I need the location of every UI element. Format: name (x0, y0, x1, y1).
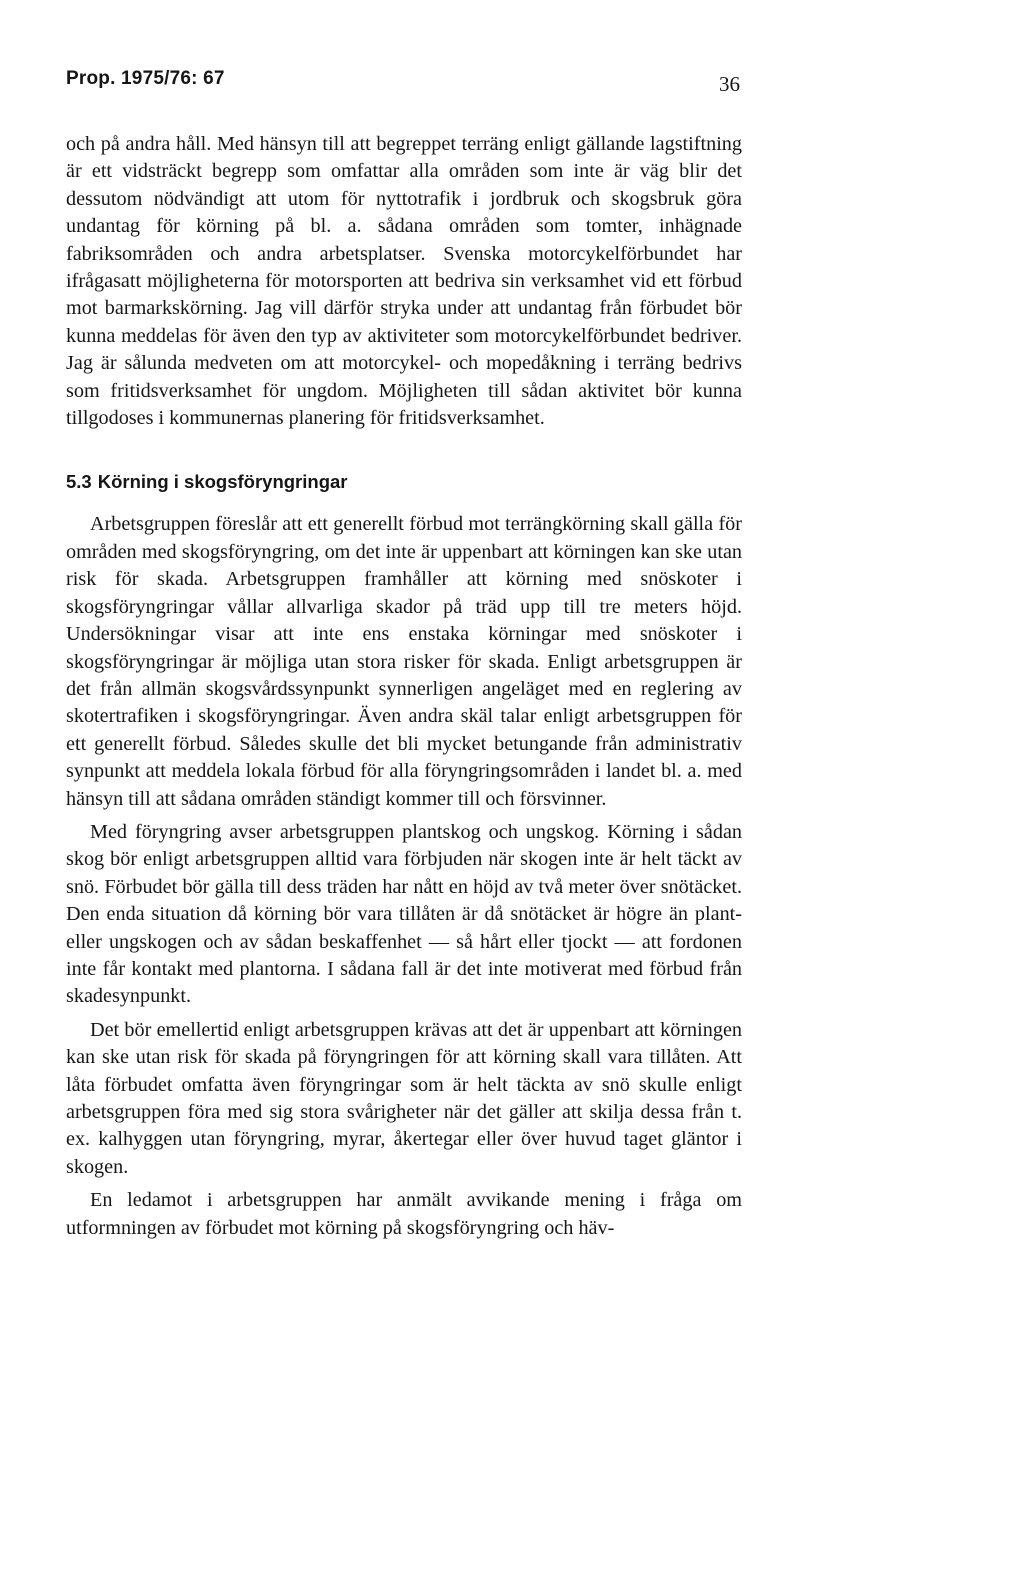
section-number: 5.3 (66, 471, 92, 493)
paragraph-4: Det bör emellertid enligt arbetsgruppen krävas att det är uppenbart att körningen kan ske utan risk för skada på föryngringen för att körning skall vara tillåten. Att låta förbudet omfatta även föryngringar som är helt täckta av snö skulle enligt arbetsgruppen föra med sig stora svårigheter när det gäller att skilja dessa från t. ex. kalhyggen utan föryngring, myrar, åkertegar eller över huvud taget gläntor i skogen. (66, 1018, 742, 1178)
paragraph-2: Arbetsgruppen föreslår att ett generellt förbud mot terrängkörning skall gälla för områden med skogsföryngring, om det inte är uppenbart att körningen kan ske utan risk för skada. Arbetsgruppen framhåller att körning med snöskoter i skogsföryngringar vållar allvarliga skador på träd upp till tre meters höjd. Undersökningar visar att inte ens enstaka körningar med snöskoter i skogsföryngringar är möjliga utan stora risker för skada. Enligt arbetsgruppen är det från allmän skogsvårdssynpunkt synnerligen angeläget med en reglering av skotertrafiken i skogsföryngringar. Även andra skäl talar enligt arbetsgruppen för ett generellt förbud. Således skulle det bli mycket betungande från administrativ synpunkt att meddela lokala förbud för alla föryngringsområden i landet bl. a. med hänsyn till att sådana områden ständigt kommer till och försvinner. (66, 513, 742, 810)
document-page (66, 60, 742, 1242)
publication-reference: Prop. 1975/76: 67 (66, 68, 225, 89)
page-number: 36 (719, 72, 740, 96)
section-title: Körning i skogsföryngringar (97, 471, 348, 493)
paragraph-1: och på andra håll. Med hänsyn till att begreppet terräng enligt gällande lagstiftning är ett vidsträckt begrepp som omfattar alla områden som inte är väg blir det dessutom nödvändigt att utom för nyttotrafik i jordbruk och skogsbruk göra undantag för körning på bl. a. sådana områden som tomter, inhägnade fabriksområden och andra arbetsplatser. Svenska motorcykelförbundet har ifrågasatt möjligheterna för motorsporten att bedriva sin verksamhet vid ett förbud mot barmarkskörning. Jag vill därför stryka under att undantag från förbudet bör kunna meddelas för även den typ av aktiviteter som motorcykelförbundet bedriver. Jag är sålunda medveten om att motorcykel- och mopedåkning i terräng bedrivs som fritidsverksamhet för ungdom. Möjligheten till sådan aktivitet bör kunna tillgodoses i kommunernas planering för fritidsverksamhet. (66, 133, 742, 430)
paragraph-3: Med föryngring avser arbetsgruppen plantskog och ungskog. Körning i sådan skog bör enligt arbetsgruppen alltid vara förbjuden när skogen inte är helt täckt av snö. Förbudet bör gälla till dess träden har nått en höjd av två meter över snötäcket. Den enda situation då körning bör vara tillåten är då snötäcket är högre än plant- eller ungskogen och av sådan beskaffenhet — så hårt eller tjockt — att fordonen inte får kontakt med plantorna. I sådana fall är det inte motiverat med förbud från skadesynpunkt. (66, 820, 742, 1008)
section-heading (66, 468, 742, 495)
page-header (66, 60, 742, 100)
paragraph-5: En ledamot i arbetsgruppen har anmält avvikande mening i fråga om utformningen av förbudet mot körning på skogsföryngring och häv- (66, 1189, 742, 1239)
